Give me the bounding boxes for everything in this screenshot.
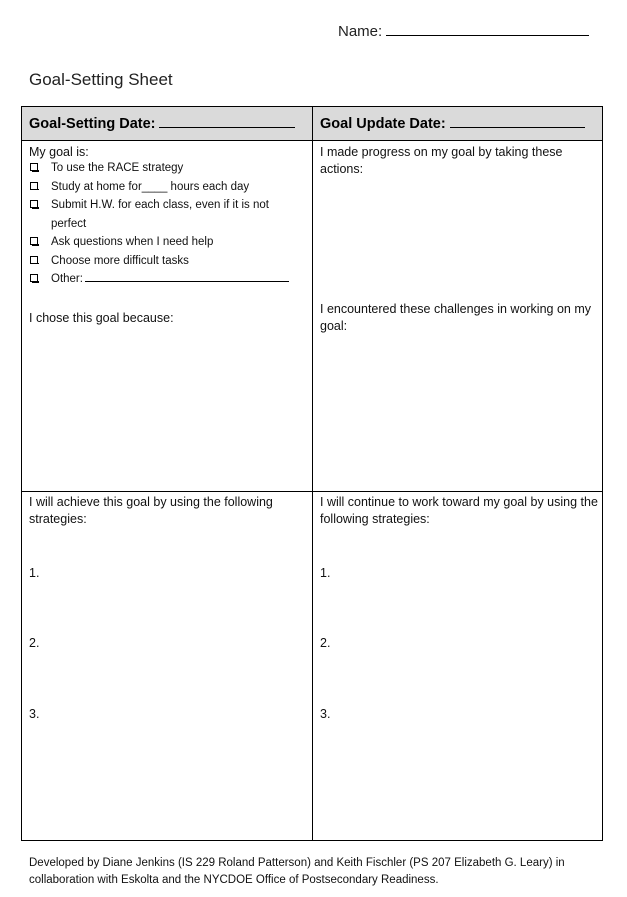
checkbox-icon[interactable] — [30, 200, 38, 208]
goal-setting-date-header — [22, 107, 313, 141]
goal-option[interactable]: Submit H.W. for each class, even if it is not perfect — [29, 196, 299, 233]
checkbox-icon[interactable] — [30, 163, 38, 171]
goal-grid — [21, 106, 603, 841]
goal-option[interactable]: Choose more difficult tasks — [29, 252, 299, 271]
goal-update-date-header — [313, 107, 602, 141]
continue-number-3: 3. — [320, 707, 331, 721]
continue-number-2: 2. — [320, 636, 331, 650]
chose-because-prompt: I chose this goal because: — [29, 311, 174, 325]
row-divider — [22, 491, 602, 492]
continue-number-1: 1. — [320, 566, 331, 580]
goal-update-date-blank[interactable] — [450, 115, 585, 128]
sheet-title: Goal-Setting Sheet — [29, 70, 173, 89]
name-field — [338, 22, 589, 40]
my-goal-heading: My goal is: — [29, 145, 89, 159]
footer-credits: Developed by Diane Jenkins (IS 229 Roland Patterson) and Keith Fischler (PS 207 Elizabeth G. Leary) in collaboration with Eskolta and the NYCDOE Office of Postsecondary Readiness. — [29, 857, 565, 886]
goal-setting-date-blank[interactable] — [159, 115, 295, 128]
goal-options-list — [29, 159, 299, 289]
achieve-number-3: 3. — [29, 707, 40, 721]
continue-strategies-prompt: I will continue to work toward my goal by using the following strategies: — [320, 495, 598, 526]
name-label: Name: — [338, 23, 383, 40]
achieve-number-1: 1. — [29, 566, 40, 580]
challenges-prompt: I encountered these challenges in working on my goal: — [320, 302, 591, 333]
goal-update-date-label: Goal Update Date: — [320, 116, 446, 132]
progress-prompt: I made progress on my goal by taking these actions: — [320, 145, 563, 176]
achieve-number-2: 2. — [29, 636, 40, 650]
name-blank-line[interactable] — [386, 22, 589, 36]
goal-option[interactable]: Ask questions when I need help — [29, 233, 299, 252]
checkbox-icon[interactable] — [30, 274, 38, 282]
other-blank-line[interactable] — [85, 271, 289, 282]
goal-option[interactable]: To use the RACE strategy — [29, 159, 299, 178]
goal-option[interactable]: Study at home for____ hours each day — [29, 178, 299, 197]
checkbox-icon[interactable] — [30, 256, 38, 264]
checkbox-icon[interactable] — [30, 182, 38, 190]
goal-option-other[interactable]: Other: — [29, 270, 299, 289]
checkbox-icon[interactable] — [30, 237, 38, 245]
goal-setting-date-label: Goal-Setting Date: — [29, 116, 156, 132]
achieve-strategies-prompt: I will achieve this goal by using the following strategies: — [29, 495, 273, 526]
